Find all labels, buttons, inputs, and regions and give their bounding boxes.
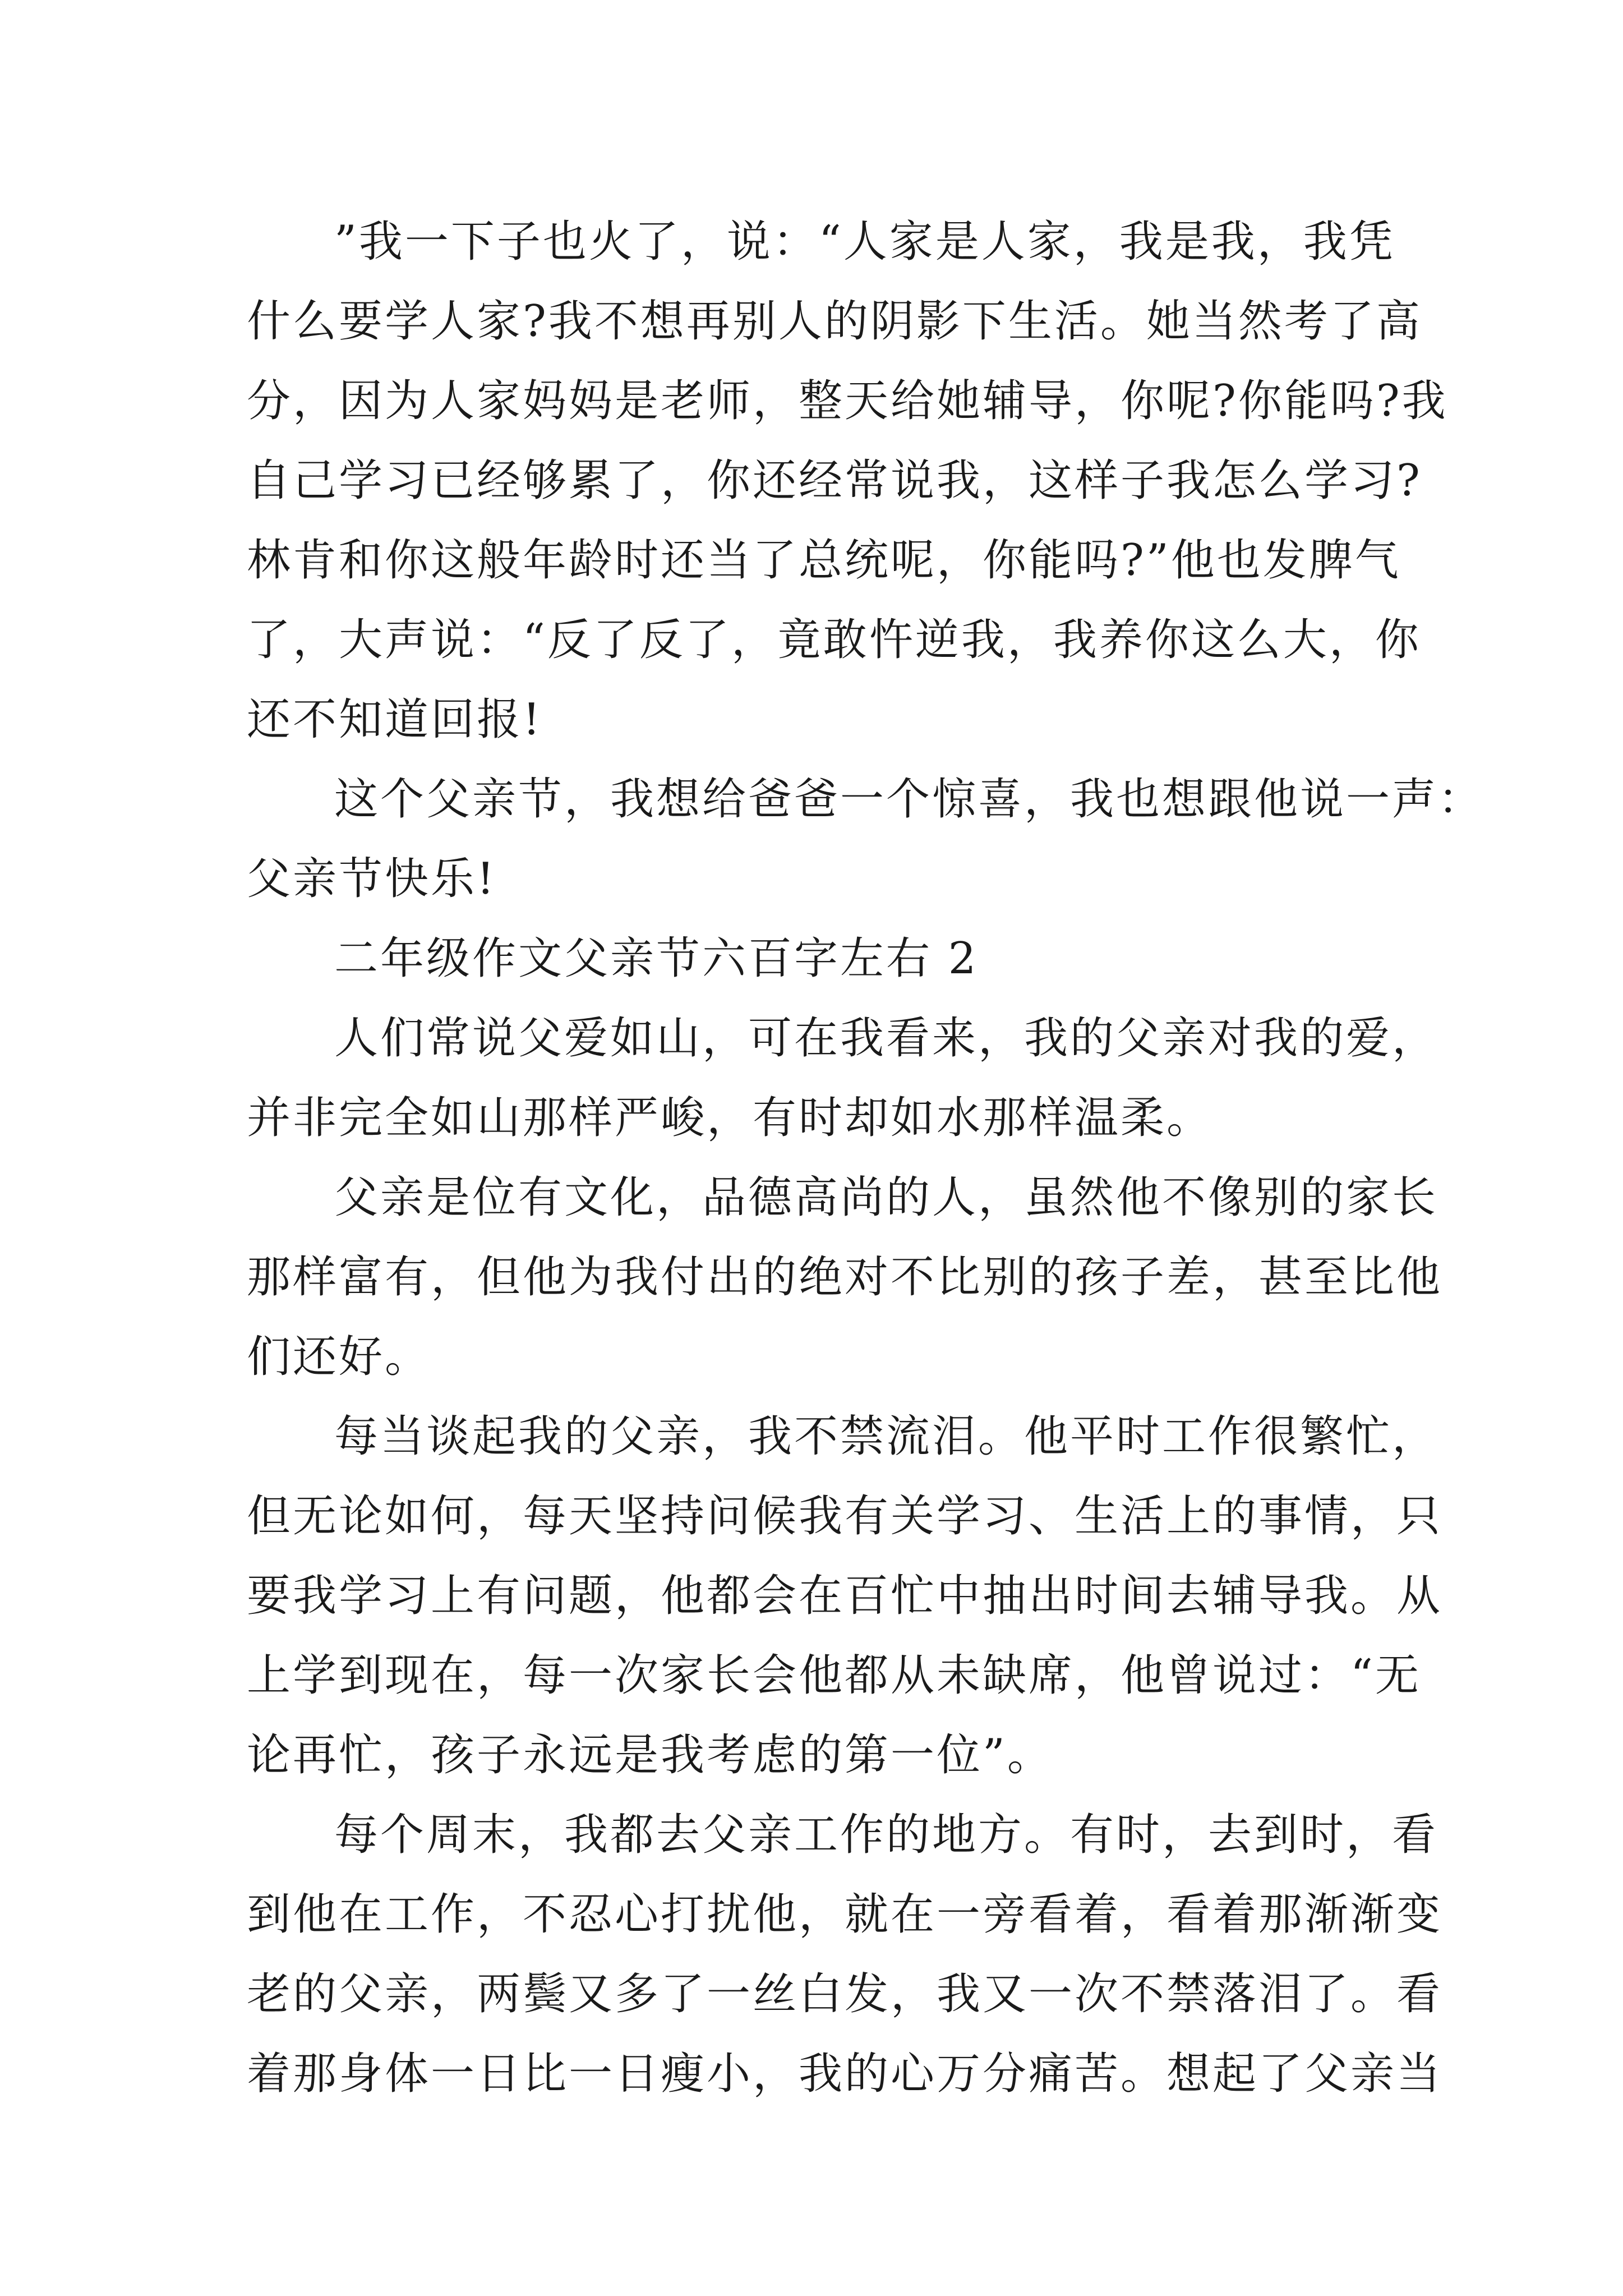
text-line: ”我一下子也火了，说：“人家是人家，我是我，我凭 <box>334 217 1395 267</box>
text-line: 分，因为人家妈妈是老师，整天给她辅导，你呢?你能吗?我 <box>247 376 1448 426</box>
text-line: 父亲节快乐! <box>247 854 497 904</box>
text-line: 每个周末，我都去父亲工作的地方。有时，去到时，看 <box>334 1810 1438 1860</box>
paragraph-5 <box>247 1397 1443 1795</box>
text-line: 并非完全如山那样严峻，有时却如水那样温柔。 <box>247 1093 1213 1143</box>
paragraph-2 <box>247 760 1484 919</box>
text-line: 人们常说父爱如山，可在我看来，我的父亲对我的爱， <box>334 1013 1438 1064</box>
text-line: 到他在工作，不忍心打扰他，就在一旁看着，看着那渐渐变 <box>247 1889 1443 1940</box>
text-line: 自己学习已经够累了，你还经常说我，这样子我怎么学习? <box>247 455 1422 506</box>
paragraph-4 <box>247 1158 1443 1397</box>
text-line: 父亲是位有文化，品德高尚的人，虽然他不像别的家长 <box>334 1172 1438 1223</box>
paragraph-3 <box>247 999 1438 1158</box>
text-line: 但无论如何，每天坚持问候我有关学习、生活上的事情，只 <box>247 1491 1443 1542</box>
text-line: 什么要学人家?我不想再别人的阴影下生活。她当然考了高 <box>247 296 1422 347</box>
text-line: 林肯和你这般年龄时还当了总统呢，你能吗?”他也发脾气 <box>247 535 1401 586</box>
paragraph-1 <box>247 202 1448 760</box>
text-line: 每当谈起我的父亲，我不禁流泪。他平时工作很繁忙， <box>334 1411 1438 1462</box>
text-line: 那样富有，但他为我付出的绝对不比别的孩子差，甚至比他 <box>247 1252 1443 1303</box>
text-line: 老的父亲，两鬓又多了一丝白发，我又一次不禁落泪了。看 <box>247 1969 1443 2019</box>
section-heading <box>247 919 1385 999</box>
heading-text: 二年级作文父亲节六百字左右 2 <box>334 933 979 984</box>
text-line: 要我学习上有问题，他都会在百忙中抽出时间去辅导我。从 <box>247 1571 1443 1621</box>
text-line: 了，大声说：“反了反了，竟敢忤逆我，我养你这么大，你 <box>247 615 1421 665</box>
text-line: 还不知道回报! <box>247 694 543 745</box>
text-line: 着那身体一日比一日瘦小，我的心万分痛苦。想起了父亲当 <box>247 2049 1443 2099</box>
document-body <box>247 202 1484 2114</box>
text-line: 们还好。 <box>247 1332 431 1382</box>
text-line: 这个父亲节，我想给爸爸一个惊喜，我也想跟他说一声： <box>334 774 1484 825</box>
text-line: 上学到现在，每一次家长会他都从未缺席，他曾说过：“无 <box>247 1650 1421 1701</box>
text-line: 论再忙，孩子永远是我考虑的第一位”。 <box>247 1730 1053 1780</box>
paragraph-6 <box>247 1795 1443 2114</box>
